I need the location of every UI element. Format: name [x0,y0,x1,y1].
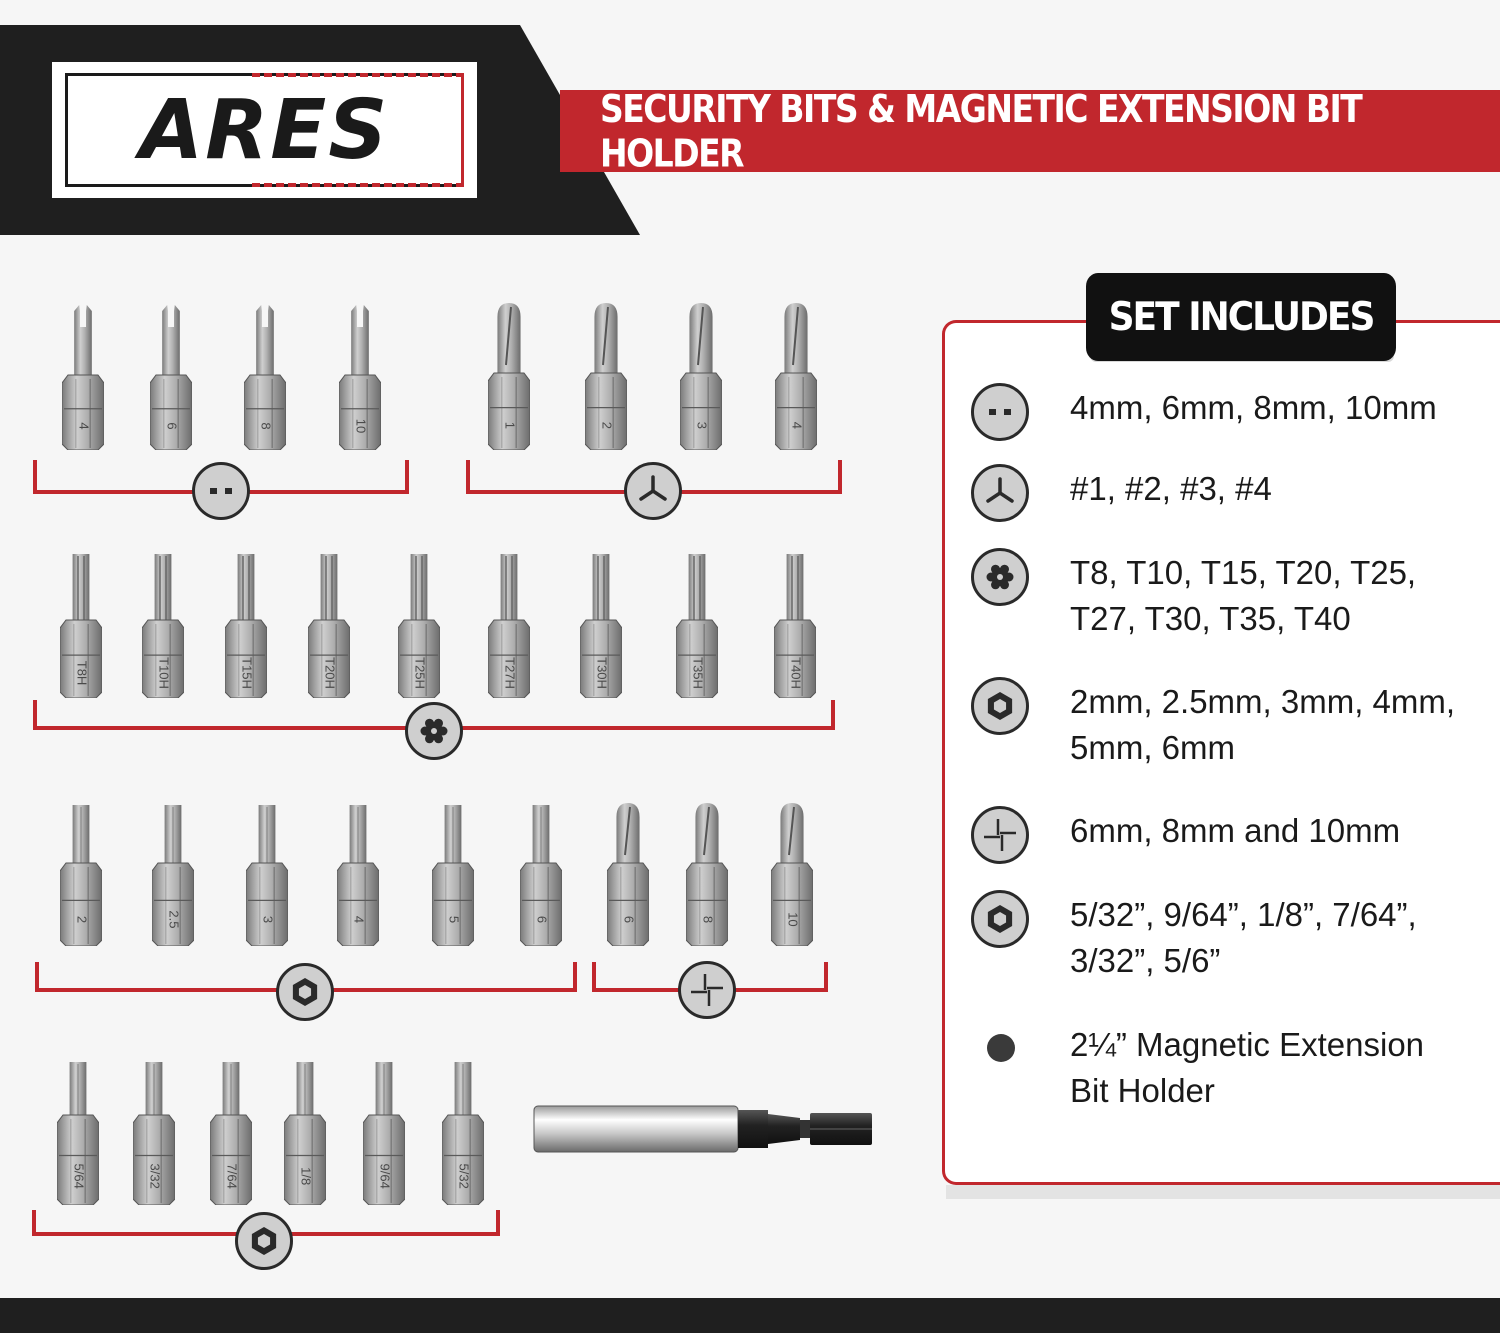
torx-bit [676,550,718,698]
bit-size-label: 2 [599,421,615,429]
torx-bit [60,550,102,698]
torq-set-icon [971,806,1029,864]
item-line-1: T8, T10, T15, T20, T25, [1070,554,1417,591]
bit-size-label: 7/64 [224,1163,240,1189]
torq-set-bit [686,803,728,946]
hex-sae-bit [442,1060,484,1205]
bit-size-label: T8H [74,660,90,686]
hex-metric-bit [60,803,102,946]
item-line-1: 6mm, 8mm and 10mm [1070,812,1401,849]
hex-metric-bit [432,803,474,946]
bit-size-label: T20H [322,657,338,689]
spanner-icon [971,383,1029,441]
bit-size-label: 8 [700,915,716,924]
bit-size-label: 10 [353,418,369,434]
torx-icon [971,548,1029,606]
torx-bit [774,550,816,698]
bit-size-label: 2 [74,915,90,924]
tri-wing-icon [624,462,682,520]
set-includes-item [1070,892,1490,984]
set-includes-item [1070,808,1490,854]
item-line-2: Bit Holder [1070,1072,1215,1109]
tri-wing-bit [775,303,817,450]
bit-size-label: 2.5 [166,910,182,929]
torq-set-bit [607,803,649,946]
torx-bit [308,550,350,698]
spanner-bit [339,305,381,450]
tri-wing-bit [680,303,722,450]
bit-size-label: T35H [690,657,706,689]
bit-size-label: 1/8 [298,1167,314,1186]
set-includes-item [1070,550,1490,642]
bit-size-label: 6 [621,915,637,924]
hex-sae-bit [133,1060,175,1205]
bit-size-label: T27H [502,657,518,689]
footer-bar [0,1298,1500,1333]
item-line-2: T27, T30, T35, T40 [1070,600,1351,637]
set-includes-item [1070,1022,1490,1114]
bit-size-label: 3 [694,421,710,429]
spanner-icon [192,462,250,520]
page-title: SECURITY BITS & MAGNETIC EXTENSION BIT HOLDER [600,86,1362,176]
bit-size-label: 4 [76,422,92,430]
set-includes-item [1070,466,1490,512]
hex-metric-bit [152,803,194,946]
logo-text: ARES [139,82,390,178]
bit-size-label: 10 [785,912,801,927]
bit-size-label: 6 [164,422,180,430]
spanner-bit [62,305,104,450]
bit-size-label: T10H [156,657,172,689]
torx-bit [398,550,440,698]
item-line-2: 5mm, 6mm [1070,729,1235,766]
bit-size-label: 5 [446,915,462,924]
torx-bit [488,550,530,698]
spanner-bit [244,305,286,450]
hex-sae-icon [235,1212,293,1270]
item-line-1: #1, #2, #3, #4 [1070,470,1272,507]
set-includes-item [1070,385,1490,431]
magnetic-extension-holder [532,1100,878,1158]
hex-metric-bit [520,803,562,946]
bit-size-label: 3/32 [147,1163,163,1189]
tri-wing-bit [488,303,530,450]
spanner-bit [150,305,192,450]
bit-size-label: 6 [534,915,550,924]
bit-size-label: 4 [789,421,805,429]
set-includes-heading: SET INCLUDES [1086,273,1396,361]
tri-wing-bit [585,303,627,450]
torx-bit [142,550,184,698]
bit-size-label: 1 [502,421,518,429]
item-line-1: 5/32”, 9/64”, 1/8”, 7/64”, [1070,896,1417,933]
bit-size-label: 8 [258,422,274,430]
bit-size-label: 4 [351,915,367,924]
brand-logo [52,62,477,198]
hex-metric-icon [276,963,334,1021]
item-line-1: 4mm, 6mm, 8mm, 10mm [1070,389,1437,426]
bit-size-label: 3 [260,915,276,924]
bullet-dot-icon [987,1034,1015,1062]
bit-size-label: T30H [594,657,610,689]
bit-size-label: 5/32 [456,1163,472,1189]
hex-metric-bit [337,803,379,946]
bit-size-label: 9/64 [377,1163,393,1189]
hex-metric-bit [246,803,288,946]
panel-shadow [946,1185,1500,1199]
torq-set-icon [678,961,736,1019]
item-line-1: 2mm, 2.5mm, 3mm, 4mm, [1070,683,1456,720]
torq-set-bit [771,803,813,946]
hex-sae-bit [57,1060,99,1205]
bit-size-label: 5/64 [71,1163,87,1189]
item-line-2: 3/32”, 5/6” [1070,942,1221,979]
torx-bit [580,550,622,698]
hex-sae-icon [971,890,1029,948]
torx-bit [225,550,267,698]
hex-sae-bit [284,1060,326,1205]
tri-wing-icon [971,464,1029,522]
bit-size-label: T25H [412,657,428,689]
hex-sae-bit [363,1060,405,1205]
set-includes-item [1070,679,1490,771]
hex-sae-bit [210,1060,252,1205]
item-line-1: 2¼” Magnetic Extension [1070,1026,1425,1063]
bit-size-label: T15H [239,657,255,689]
hex-metric-icon [971,677,1029,735]
bit-size-label: T40H [788,657,804,689]
torx-icon [405,702,463,760]
